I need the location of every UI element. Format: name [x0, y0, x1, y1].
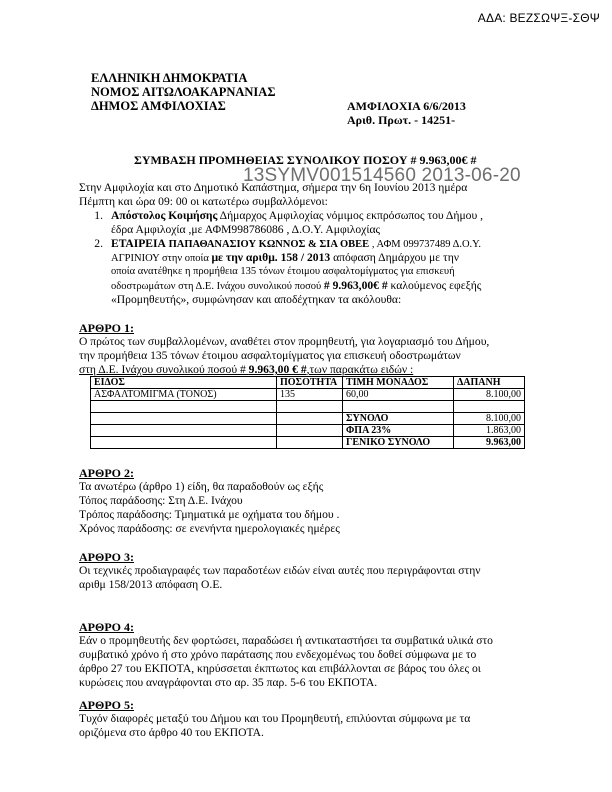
column-header: ΤΙΜΗ ΜΟΝΑΔΟΣ [343, 377, 454, 389]
party-details: έδρα Αμφιλοχία ,με ΑΦΜ998786086 , Δ.Ο.Υ. Αμφιλοχίας [111, 223, 381, 236]
article-1-amount: 9.963,00 € # [248, 363, 307, 376]
article-5-line: οριζόμενα στο άρθρο 40 του ΕΚΠΟΤΑ. [79, 726, 264, 739]
article-4-line: συμβατικό χρόνο ή στο χρόνο παράτασης που ενδεχομένως του δοθεί σύμφωνα με το [79, 648, 477, 661]
delivery-place: Τόπος παράδοσης: Στη Δ.Ε. Ινάχου [79, 494, 243, 507]
party-company: ΠΑΠΑΘΑΝΑΣΙΟΥ ΚΩΝΝΟΣ & ΣΙΑ ΟΒΕΕ [165, 239, 370, 250]
article-4-heading: ΑΡΘΡΟ 4: [79, 620, 134, 634]
empty-cell [343, 401, 454, 413]
article-4-line: κυρώσεις που αναγράφονται στο αρ. 35 παρ. 5-6 του ΕΚΠΟΤΑ. [79, 676, 378, 689]
article-1-line: Ο πρώτος των συμβαλλομένων, αναθέτει στον προμηθευτή, για λογαριασμό του Δήμου, [79, 335, 490, 348]
grand-total-label: ΓΕΝΙΚΟ ΣΥΝΟΛΟ [343, 437, 454, 449]
subtotal-label: ΣΥΝΟΛΟ [343, 413, 454, 425]
place-date: ΑΜΦΙΛΟΧΙΑ 6/6/2013 [347, 99, 466, 113]
party-agreement: «Προμηθευτής», συμφώνησαν και αποδέχτηκαν τα ακόλουθα: [111, 293, 402, 306]
table-row [91, 425, 525, 437]
article-5-line: Τυχόν διαφορές μεταξύ του Δήμου και του Προμηθευτή, επιλύονται σύμφωνα με τα [79, 712, 471, 725]
empty-cell [91, 401, 277, 413]
party-name: ΕΤΑΙΡΕΙΑ [111, 237, 166, 250]
subtotal-value: 8.100,00 [454, 413, 525, 425]
article-1-line: την προμήθεια 135 τόνων έτοιμου ασφαλτομίγματος για επισκευή οδοστρωμάτων [79, 349, 461, 362]
header-municipality: ΔΗΜΟΣ ΑΜΦΙΛΟΧΙΑΣ [91, 99, 226, 113]
delivery-time: Χρόνος παράδοσης: σε ενενήντα ημερολογιακές ημέρες [79, 522, 340, 535]
column-header: ΔΑΠΑΝΗ [454, 377, 525, 389]
column-header: ΕΙΔΟΣ [91, 377, 277, 389]
article-3-line: Οι τεχνικές προδιαγραφές των παραδοτέων ειδών είναι αυτές που περιγράφονται στην [79, 564, 481, 577]
empty-cell [277, 437, 343, 449]
item-name: ΑΣΦΑΛΤΟΜΙΓΜΑ (ΤΟΝΟΣ) [91, 389, 277, 401]
table-header-row [91, 377, 525, 389]
empty-cell [454, 401, 525, 413]
empty-cell [277, 401, 343, 413]
party-assignment: οποία ανατέθηκε η προμήθεια 135 τόνων έτοιμου ασφαλτομίγματος για επισκευή [111, 266, 455, 277]
delivery-method: Τρόπος παράδοσης: Τμηματικά με οχήματα του δήμου . [79, 508, 340, 521]
contract-title: ΣΥΜΒΑΣΗ ΠΡΟΜΗΘΕΙΑΣ ΣΥΝΟΛΙΚΟΥ ΠΟΣΟΥ # 9.963,00€ # [134, 153, 477, 167]
empty-cell [91, 425, 277, 437]
table-row [91, 413, 525, 425]
items-table [90, 376, 525, 449]
item-quantity: 135 [277, 389, 343, 401]
intro-line-2: Πέμπτη και ώρα 09: 00 οι κατωτέρω συμβαλλόμενοι: [79, 195, 328, 208]
party-alias: καλούμενος εφεξής [387, 279, 482, 292]
column-header: ΠΟΣΟΤΗΤΑ [277, 377, 343, 389]
registry-stamp: 13SYMV001514560 2013-06-20 [243, 165, 521, 186]
empty-cell [91, 413, 277, 425]
vat-label: ΦΠΑ 23% [343, 425, 454, 437]
party-tax-office: ΑΓΡΙΝΙΟΥ στην οποία [111, 253, 212, 264]
party-number: 2. [94, 237, 103, 250]
party-number: 1. [94, 209, 103, 222]
article-5-heading: ΑΡΘΡΟ 5: [79, 698, 134, 712]
party-name: Απόστολος Κοιμήσης [111, 209, 218, 222]
header-prefecture: ΝΟΜΟΣ ΑΙΤΩΛΟΑΚΑΡΝΑΝΙΑΣ [91, 85, 276, 99]
header-country: ΕΛΛΗΝΙΚΗ ΔΗΜΟΚΡΑΤΙΑ [91, 71, 248, 85]
article-3-line: αριθμ 158/2013 απόφαση Ο.Ε. [79, 578, 223, 591]
article-3-heading: ΑΡΘΡΟ 3: [79, 550, 134, 564]
article-4-line: άρθρο 27 του ΕΚΠΟΤΑ, κηρύσσεται έκπτωτος και επιβάλλονται σε βάρος του όλες οι [79, 662, 481, 675]
empty-cell [277, 425, 343, 437]
article-1-heading: ΑΡΘΡΟ 1: [79, 321, 134, 335]
intro-line-1: Στην Αμφιλοχία και στο Δημοτικό Καπάστημα, σήμερα την 6η Ιουνίου 2013 ημέρα [79, 181, 468, 194]
party-amount: # 9.963,00€ # [323, 279, 388, 292]
party-scope: οδοστρωμάτων στη Δ.Ε. Ινάχου συνολικού ποσού [111, 281, 324, 292]
article-2-heading: ΑΡΘΡΟ 2: [79, 466, 134, 480]
protocol-number: Αριθ. Πρωτ. - 14251- [347, 113, 456, 127]
article-1-items-intro: ,των παρακάτω ειδών : [306, 363, 414, 376]
article-4-line: Εάν ο προμηθευτής δεν φορτώσει, παραδώσει ή αντικαταστήσει τα συμβατικά υλικά στο [79, 634, 493, 647]
item-cost: 8.100,00 [454, 389, 525, 401]
decision-number: με την αριθμ. 158 / 2013 [211, 251, 331, 264]
article-1-line [79, 363, 413, 377]
ada-code: ΑΔΑ: ΒΕΖΣΩΨΞ-ΣΘΨ [477, 11, 600, 25]
grand-total-value: 9.963,00 [454, 437, 525, 449]
decision-text: απόφαση Δημάρχου με την [330, 251, 459, 264]
item-unit-price: 60,00 [343, 389, 454, 401]
article-2-line: Τα ανωτέρω (άρθρο 1) είδη, θα παραδοθούν ως εξής [79, 480, 324, 493]
table-row [91, 401, 525, 413]
vat-value: 1.863,00 [454, 425, 525, 437]
party-role: Δήμαρχος Αμφιλοχίας νόμιμος εκπρόσωπος του Δήμου , [217, 209, 483, 222]
empty-cell [91, 437, 277, 449]
empty-cell [277, 413, 343, 425]
article-1-scope: στη Δ.Ε. Ινάχου συνολικού ποσού # [79, 363, 249, 376]
party-afm: , ΑΦΜ 099737489 Δ.Ο.Υ. [369, 239, 482, 250]
table-row [91, 389, 525, 401]
table-row [91, 437, 525, 449]
